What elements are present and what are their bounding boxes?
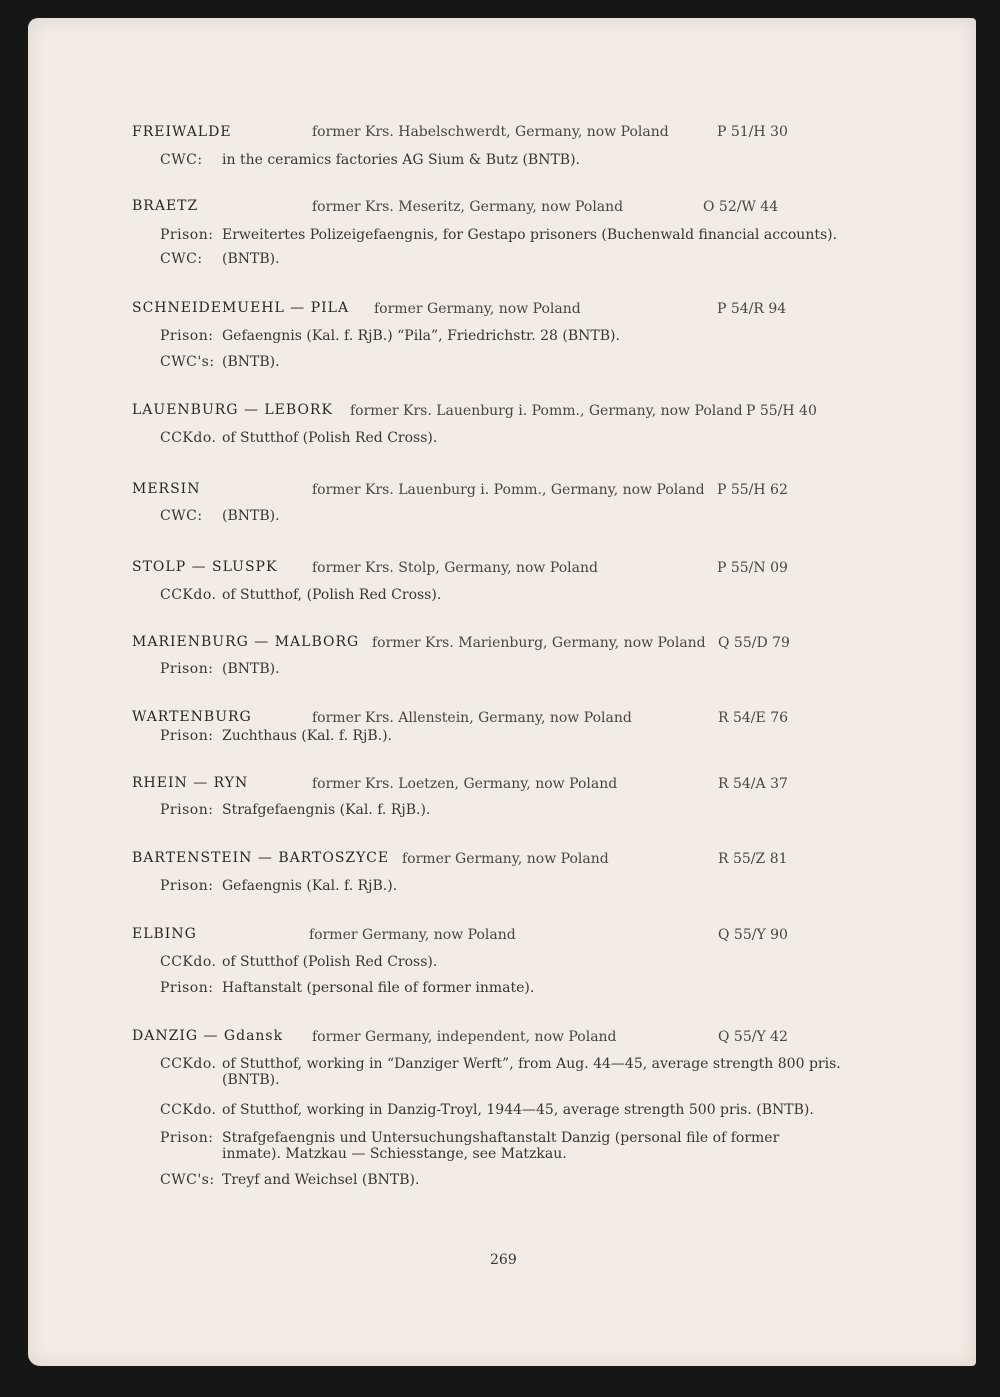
row-label: CCKdo. <box>160 954 217 970</box>
entry-name: MERSIN <box>132 481 201 497</box>
entry-name: BARTENSTEIN — BARTOSZYCE <box>132 850 390 866</box>
entry-location: former Krs. Stolp, Germany, now Poland <box>312 560 598 576</box>
entry-name: DANZIG — Gdansk <box>132 1028 284 1044</box>
row-label: Prison: <box>160 1130 214 1146</box>
row-text: Gefaengnis (Kal. f. RjB.) “Pila”, Friedrichstr. 28 (BNTB). <box>222 328 620 344</box>
page-number: 269 <box>490 1252 517 1268</box>
entry-row <box>160 1056 841 1088</box>
entry-code: P 54/R 94 <box>717 301 787 317</box>
entry-name: LAUENBURG — LEBORK <box>132 402 333 418</box>
entry-row <box>160 430 438 446</box>
entry-location: former Germany, now Poland <box>402 851 609 867</box>
row-text: Strafgefaengnis und Untersuchungshaftanstalt Danzig (personal file of former inmate). Matzkau — Schiesstange, see Matzkau. <box>222 1130 780 1162</box>
row-text: Zuchthaus (Kal. f. RjB.). <box>222 728 393 744</box>
row-label: CCKdo. <box>160 1102 217 1118</box>
row-text: Erweitertes Polizeigefaengnis, for Gestapo prisoners (Buchenwald financial accounts). <box>222 227 838 243</box>
row-text: (BNTB). <box>222 508 280 524</box>
row-label: CCKdo. <box>160 1056 217 1072</box>
document-page <box>28 18 976 1366</box>
entry-code: Q 55/Y 42 <box>718 1029 788 1045</box>
entry-name: ELBING <box>132 926 197 942</box>
entry-row <box>160 152 580 168</box>
entry-row <box>160 508 280 524</box>
row-text: Gefaengnis (Kal. f. RjB.). <box>222 878 398 894</box>
entry-name: BRAETZ <box>132 198 199 214</box>
entry-name: SCHNEIDEMUEHL — PILA <box>132 300 350 316</box>
entry-location: former Krs. Lauenburg i. Pomm., Germany, now Poland <box>312 482 705 498</box>
row-text: Haftanstalt (personal file of former inmate). <box>222 980 535 996</box>
entry-code: P 55/H 40 <box>746 403 817 419</box>
row-text: of Stutthof, working in Danzig-Troyl, 1944—45, average strength 500 pris. (BNTB). <box>222 1102 814 1118</box>
row-label: Prison: <box>160 661 214 677</box>
entry-row <box>160 1172 420 1188</box>
row-text: of Stutthof, working in “Danziger Werft”, from Aug. 44—45, average strength 800 pris. (BNTB). <box>222 1056 841 1088</box>
row-label: Prison: <box>160 980 214 996</box>
entry-name: FREIWALDE <box>132 124 232 140</box>
entry-row <box>160 328 620 344</box>
entry-code: P 55/H 62 <box>717 482 788 498</box>
entry-row <box>160 587 442 603</box>
entry-row <box>160 802 431 818</box>
entry-code: P 51/H 30 <box>717 124 788 140</box>
entry-code: R 54/E 76 <box>718 710 789 726</box>
row-label: CWC's: <box>160 1172 215 1188</box>
entry-location: former Krs. Marienburg, Germany, now Poland <box>372 635 706 651</box>
entry-location: former Germany, now Poland <box>374 301 581 317</box>
entry-row <box>160 954 438 970</box>
row-text: of Stutthof, (Polish Red Cross). <box>222 587 442 603</box>
row-label: CWC's: <box>160 354 215 370</box>
row-label: Prison: <box>160 802 214 818</box>
row-text: (BNTB). <box>222 354 280 370</box>
entry-row <box>160 728 393 744</box>
entry-row <box>160 354 280 370</box>
row-label: CWC: <box>160 508 203 524</box>
row-text: of Stutthof (Polish Red Cross). <box>222 954 438 970</box>
entry-row <box>160 878 398 894</box>
entry-name: MARIENBURG — MALBORG <box>132 634 360 650</box>
row-label: Prison: <box>160 227 214 243</box>
entry-code: Q 55/D 79 <box>718 635 790 651</box>
row-label: CCKdo. <box>160 587 217 603</box>
entry-location: former Germany, now Poland <box>309 927 516 943</box>
row-label: Prison: <box>160 328 214 344</box>
entry-row <box>160 227 838 243</box>
entry-row <box>160 980 535 996</box>
entry-location: former Krs. Allenstein, Germany, now Poland <box>312 710 632 726</box>
row-label: CWC: <box>160 251 203 267</box>
entry-row <box>160 251 280 267</box>
entry-location: former Krs. Habelschwerdt, Germany, now Poland <box>312 124 669 140</box>
row-text: (BNTB). <box>222 251 280 267</box>
row-label: Prison: <box>160 728 214 744</box>
entry-location: former Krs. Meseritz, Germany, now Poland <box>312 199 624 215</box>
entry-name: RHEIN — RYN <box>132 775 249 791</box>
entry-row <box>160 661 280 677</box>
entry-location: former Krs. Lauenburg i. Pomm., Germany, now Poland <box>350 403 743 419</box>
row-label: CCKdo. <box>160 430 217 446</box>
row-text: Strafgefaengnis (Kal. f. RjB.). <box>222 802 431 818</box>
entry-row <box>160 1130 780 1162</box>
entry-name: WARTENBURG <box>132 709 252 725</box>
entry-code: Q 55/Y 90 <box>718 927 788 943</box>
entry-location: former Krs. Loetzen, Germany, now Poland <box>312 776 618 792</box>
entry-location: former Germany, independent, now Poland <box>312 1029 617 1045</box>
entry-code: P 55/N 09 <box>717 560 788 576</box>
row-text: in the ceramics factories AG Sium & Butz (BNTB). <box>222 152 580 168</box>
entry-code: O 52/W 44 <box>703 199 779 215</box>
row-text: Treyf and Weichsel (BNTB). <box>222 1172 420 1188</box>
row-text: (BNTB). <box>222 661 280 677</box>
entry-row <box>160 1102 814 1118</box>
row-label: Prison: <box>160 878 214 894</box>
entry-name: STOLP — SLUSPK <box>132 559 278 575</box>
entry-code: R 54/A 37 <box>718 776 788 792</box>
entry-code: R 55/Z 81 <box>718 851 788 867</box>
row-text: of Stutthof (Polish Red Cross). <box>222 430 438 446</box>
row-label: CWC: <box>160 152 203 168</box>
